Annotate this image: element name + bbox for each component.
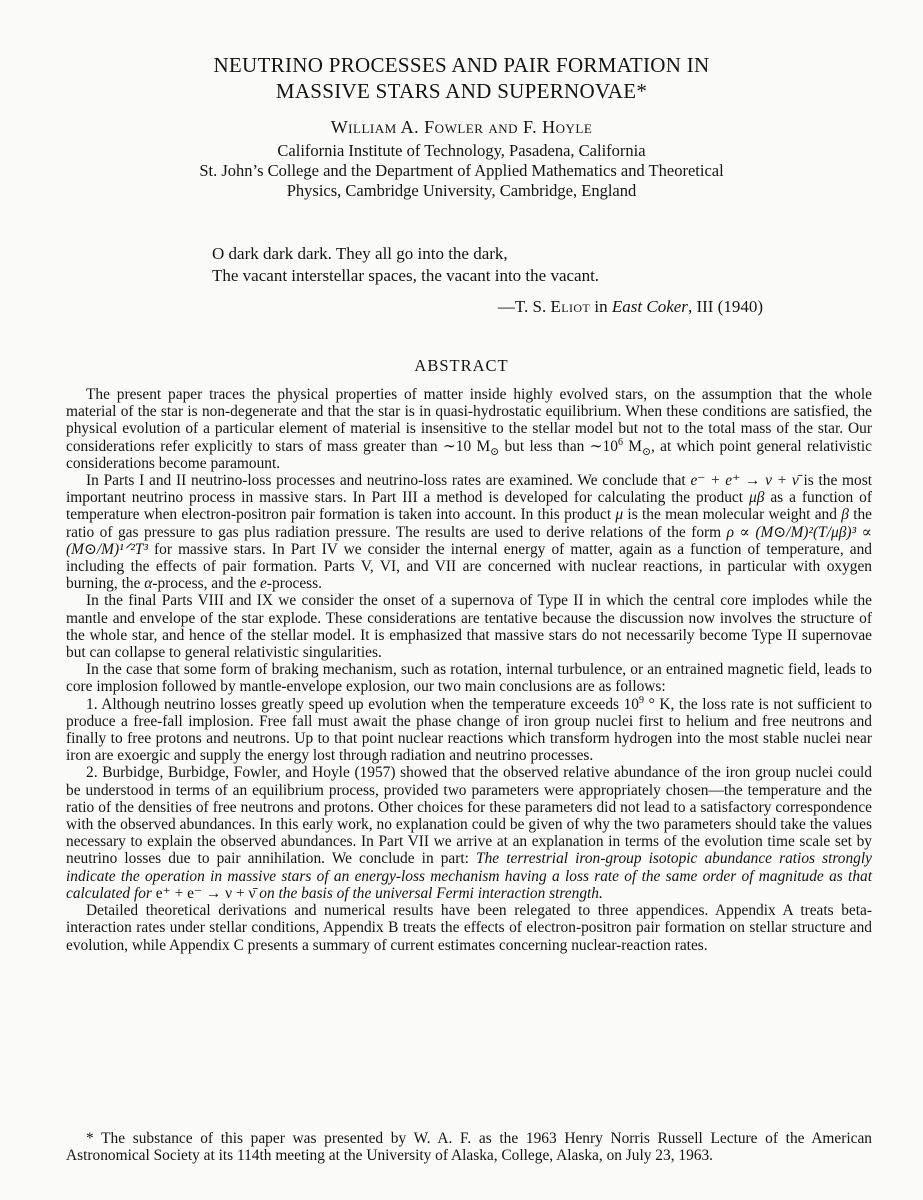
text-run: ° K, the loss rate is not sufficient to produce a free-fall implosion. Free fall must await the phase change of iron group nuclei first to helium and free neutrons and finally to free protons and neutrons. Up to that point nuclear reactions which transform hydrogen into the most stable nuclei near iron are exoergic and supply the energy lost through radiation and neutrino processes.	[66, 695, 873, 765]
text-run: -process, and the	[152, 575, 261, 593]
abstract-paragraph-3: In the final Parts VIII and IX we consider the onset of a supernova of Type II in which the central core implodes while the mantle and envelope of the star explode. These considerations are tentative because the discussion now involves the structure of the whole star, and hence of the stellar model. It is emphasized that massive stars do not necessarily become Type II supernovae but can collapse to general relativistic singularities.	[66, 592, 872, 662]
text-run: the ratio of gas pressure to gas plus radiation pressure. The results are used to derive relations of the form	[66, 506, 873, 541]
affiliations	[0, 141, 923, 201]
text-run: is the most important neutrino process in massive stars. In Part III a method is developed for calculating the product	[66, 472, 872, 507]
text-run: M	[622, 437, 642, 455]
sun-symbol: ⊙	[641, 445, 651, 458]
abstract-paragraph-1	[66, 386, 872, 472]
epigraph-line-1: O dark dark dark. They all go into the dark,	[212, 244, 508, 263]
epigraph-work: East Coker	[611, 297, 688, 316]
text-run: , at which point general relativistic considerations become paramount.	[66, 437, 872, 472]
math-symbol: μ	[615, 506, 624, 524]
text-run: but less than ∼10	[499, 437, 618, 455]
text-run: as a function of temperature when electron-positron pair formation is taken into account. In this product	[66, 489, 872, 524]
exponent: 9	[639, 694, 645, 706]
abstract-paragraph-6	[66, 764, 872, 902]
abstract-paragraph-4: In the case that some form of braking mechanism, such as rotation, internal turbulence, or an entrained magnetic field, leads to core implosion followed by mantle-envelope explosion, our two main conclusions are as follows:	[66, 661, 872, 696]
math-symbol: e	[260, 575, 267, 593]
math-symbol: β	[841, 506, 849, 524]
epigraph-attribution	[0, 296, 923, 318]
math-symbol: α	[144, 575, 153, 593]
affiliation-line-1: California Institute of Technology, Pasadena, California	[277, 141, 646, 160]
math-symbol: μβ	[749, 489, 765, 507]
footnote	[66, 1130, 872, 1164]
abstract-paragraph-5	[66, 696, 872, 765]
title-line-1: NEUTRINO PROCESSES AND PAIR FORMATION IN	[213, 53, 710, 77]
affiliation-line-2: St. John’s College and the Department of Applied Mathematics and Theoretical	[199, 161, 724, 180]
paper-title	[0, 52, 923, 104]
text-run: -process.	[266, 575, 323, 593]
text-run: 1. Although neutrino losses greatly speed up evolution when the temperature exceeds 10	[86, 695, 640, 713]
sun-symbol: ⊙	[490, 445, 500, 458]
text-run: for massive stars. In Part IV we consider the internal energy of matter, again as a function of temperature, and including the effects of pair formation. Parts V, VI, and VII are concerned with nuclear reactions, in particular with oxygen burning, the	[66, 540, 872, 593]
affiliation-line-3: Physics, Cambridge University, Cambridge, England	[286, 181, 637, 200]
epigraph-author: Eliot	[550, 297, 591, 316]
epigraph-line-2: The vacant interstellar spaces, the vacant into the vacant.	[212, 266, 600, 285]
epigraph-dash: —T. S.	[497, 297, 551, 316]
author-line: William A. Fowler and F. Hoyle	[330, 117, 593, 137]
equation: e⁻ + e⁺ → ν + ν̄	[690, 472, 799, 490]
epigraph-part: , III (1940)	[687, 297, 763, 316]
italic-conclusion: The terrestrial iron-group isotopic abundance ratios strongly indicate the operation in massive stars of an energy-loss mechanism having a loss rate of the same order of magnitude as that calculated for	[66, 850, 872, 902]
text-run: In Parts I and II neutrino-loss processes and neutrino-loss rates are examined. We conclude that	[86, 472, 691, 490]
equation: e⁺ + e⁻ → ν + ν̄	[155, 884, 256, 902]
italic-conclusion: on the basis of the universal Fermi interaction strength.	[255, 884, 603, 902]
exponent: 6	[617, 436, 623, 448]
abstract-paragraph-2	[66, 472, 872, 592]
epigraph	[212, 243, 772, 287]
title-line-2: MASSIVE STARS AND SUPERNOVAE*	[275, 79, 648, 103]
abstract-body	[66, 386, 872, 954]
abstract-heading: ABSTRACT	[414, 356, 509, 375]
footnote-text: * The substance of this paper was presented by W. A. F. as the 1963 Henry Norris Russell Lecture of the American Astronomical Society at its 114th meeting at the University of Alaska, College, Alaska, on July 23, 1963.	[66, 1130, 872, 1165]
abstract-paragraph-7: Detailed theoretical derivations and numerical results have been relegated to three appendices. Appendix A treats beta-interaction rates under stellar conditions, Appendix B treats the effects of electron-positron pair formation on stellar structure and evolution, while Appendix C presents a summary of current estimates concerning nuclear-reaction rates.	[66, 902, 872, 954]
epigraph-in: in	[590, 297, 612, 316]
text-run: is the mean molecular weight and	[623, 506, 842, 524]
equation: ρ ∝ (M⊙/M)²(T/μβ)³ ∝ (M⊙/M)¹ᐟ²T³	[66, 523, 873, 558]
text-run: 2. Burbidge, Burbidge, Fowler, and Hoyle (1957) showed that the observed relative abundance of the iron group nuclei could be understood in terms of an equilibrium process, provided two parameters were appropriately chosen—the temperature and the ratio of the densities of free neutrons and protons. Other choices for these parameters did not lead to a satisfactory correspondence with the observed abundances. In this early work, no explanation could be given of why the two parameters should take the values necessary to explain the observed abundances. In Part VII we arrive at an explanation in terms of the evolution time scale set by neutrino losses due to pair annihilation. We conclude in part:	[66, 764, 872, 868]
text-run: The present paper traces the physical properties of matter inside highly evolved stars, on the assumption that the whole material of the star is non-degenerate and that the star is in quasi-hydrostatic equilibrium. When these conditions are satisfied, the physical evolution of a particular element of material is insensitive to the stellar model but not to the total mass of the star. Our considerations refer explicitly to stars of mass greater than ∼10 M	[66, 386, 872, 455]
